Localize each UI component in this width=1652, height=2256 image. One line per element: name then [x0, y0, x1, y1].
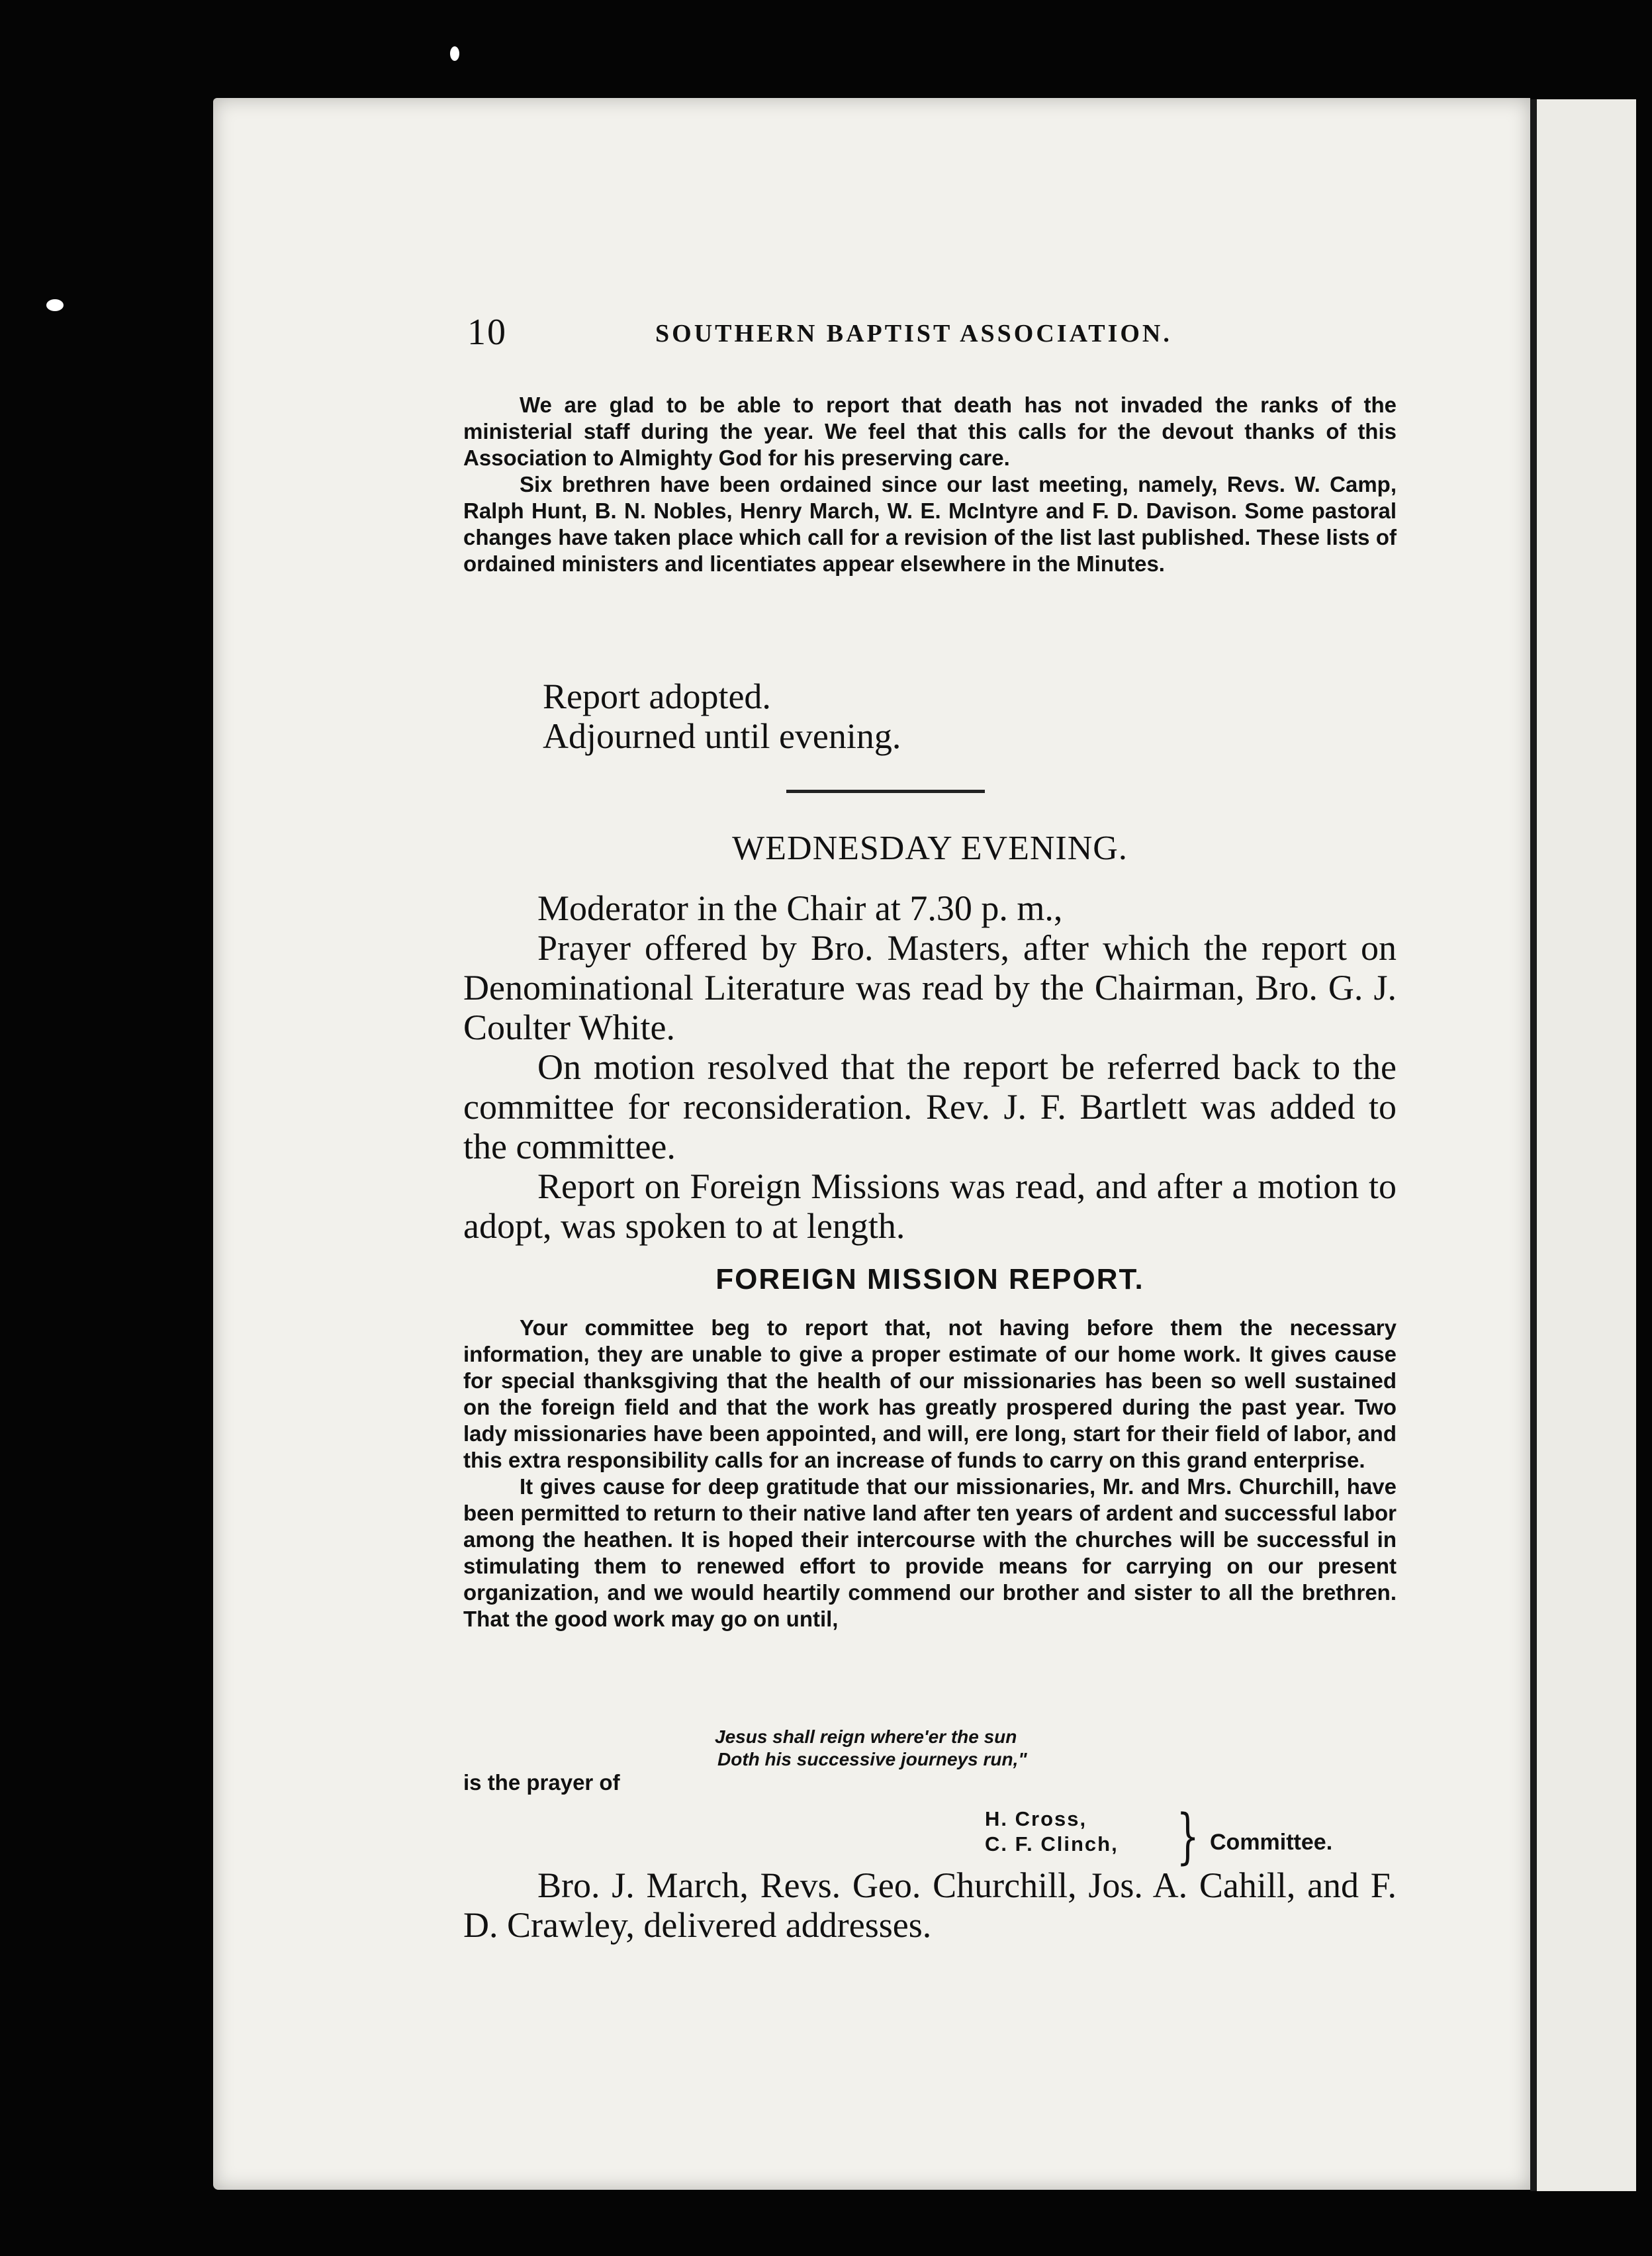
section-divider: [786, 790, 985, 793]
report-heading: FOREIGN MISSION REPORT.: [715, 1263, 1144, 1295]
report-paragraph: It gives cause for deep gratitude that our missionaries, Mr. and Mrs. Churchill, have been permitted to return to their native land after ten years of ardent and successful labor among the heathen. It is hoped their intercourse with the churches will be successful in stimulating them to renewed effort to provide means for carrying on our present organization, and we would heartily commend our brother and sister to all the brethren. That the good work may go on until,: [463, 1474, 1397, 1631]
minutes-paragraph: On motion resolved that the report be referred back to the committee for reconsideration. Rev. J. F. Bartlett was added to the committee.: [463, 1047, 1397, 1166]
closing-paragraph: [463, 1865, 1397, 1945]
verse-line: Jesus shall reign where'er the sun: [715, 1726, 1017, 1747]
foreign-mission-report: [463, 1315, 1397, 1632]
committee-label: Committee.: [1210, 1830, 1333, 1855]
ministerial-report: [463, 392, 1397, 577]
minutes-paragraph: Prayer offered by Bro. Masters, after which the report on Denominational Literature was read by the Chairman, Bro. G. J. Coulter White.: [463, 928, 1397, 1047]
hymn-quote: [715, 1726, 1244, 1771]
verse-line: Doth his successive journeys run,": [717, 1749, 1027, 1769]
section-heading: WEDNESDAY EVENING.: [732, 829, 1128, 867]
report-paragraph: Your committee beg to report that, not having before them the necessary information, they are unable to give a proper estimate of our home work. It gives cause for special thanksgiving that the health of our missionaries has been so well sustained on the foreign field and that the work has greatly prospered during the past year. Two lady missionaries have been appointed, and will, ere long, start for their field of labor, and this extra responsibility calls for an increase of funds to carry on this grand enterprise.: [463, 1315, 1397, 1472]
running-head: SOUTHERN BAPTIST ASSOCIATION.: [655, 320, 1172, 348]
report-adopted: Report adopted.: [543, 677, 771, 716]
addresses-paragraph: Bro. J. March, Revs. Geo. Churchill, Jos. A. Cahill, and F. D. Crawley, delivered addresses.: [463, 1865, 1397, 1945]
facing-page-edge: [1530, 99, 1636, 2191]
adjourned-line: Adjourned until evening.: [543, 716, 901, 756]
report-actions: [463, 677, 1397, 756]
scan-speck: [46, 299, 64, 311]
signer-name: H. Cross,: [985, 1807, 1087, 1830]
signer-name: C. F. Clinch,: [985, 1832, 1119, 1856]
brace-mark: }: [1176, 1802, 1199, 1871]
page-number: 10: [467, 312, 507, 353]
signature-block: [985, 1802, 1408, 1873]
scan-speck: [450, 46, 459, 61]
report-paragraph: We are glad to be able to report that death has not invaded the ranks of the ministerial staff during the year. We feel that this calls for the devout thanks of this Association to Almighty God for his preserving care.: [463, 393, 1397, 470]
report-paragraph: Six brethren have been ordained since our last meeting, namely, Revs. W. Camp, Ralph Hunt, B. N. Nobles, Henry March, W. E. McIntyre and F. D. Davison. Some pastoral changes have taken place which call for a revision of the list last published. These lists of ordained ministers and licentiates appear elsewhere in the Minutes.: [463, 472, 1397, 576]
minutes-paragraph: Report on Foreign Missions was read, and after a motion to adopt, was spoken to at length.: [463, 1166, 1397, 1246]
page-header: [467, 311, 1394, 364]
prayer-line: is the prayer of: [463, 1770, 620, 1795]
minutes-paragraph: Moderator in the Chair at 7.30 p. m.,: [537, 888, 1063, 928]
evening-minutes: [463, 888, 1397, 1246]
